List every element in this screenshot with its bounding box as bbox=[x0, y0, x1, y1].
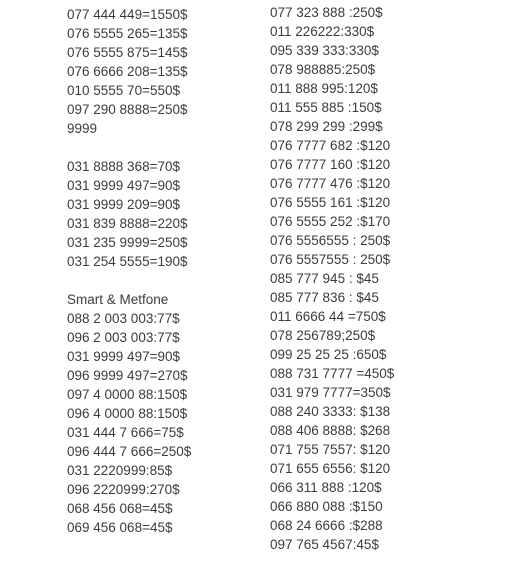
price-entry: 076 5555 265=135$ bbox=[67, 26, 188, 41]
spacer bbox=[67, 271, 204, 290]
price-entry: 069 456 068=45$ bbox=[67, 520, 173, 535]
price-entry: 097 290 8888=250$ bbox=[67, 102, 188, 117]
price-entry: 076 7777 682 :$120 bbox=[270, 138, 391, 153]
price-entry: 097 4 0000 88:150$ bbox=[67, 387, 188, 402]
price-entry: 076 6666 208=135$ bbox=[67, 64, 188, 79]
price-entry: 096 9999 497=270$ bbox=[67, 368, 188, 383]
price-entry: 099 25 25 25 :650$ bbox=[270, 347, 387, 362]
price-entry: 011 226222:330$ bbox=[270, 24, 375, 39]
price-entry: 011 555 885 :150$ bbox=[270, 100, 382, 115]
price-entry: 088 731 7777 =450$ bbox=[270, 366, 395, 381]
price-entry: 076 5555 252 :$170 bbox=[270, 214, 391, 229]
price-entry: 066 880 088 :$150 bbox=[270, 499, 383, 514]
right-price-list bbox=[270, 3, 394, 554]
price-entry: 011 888 995:120$ bbox=[270, 81, 378, 96]
price-entry: 010 5555 70=550$ bbox=[67, 83, 180, 98]
price-entry: 088 406 8888: $268 bbox=[270, 423, 391, 438]
price-entry: 088 240 3333: $138 bbox=[270, 404, 391, 419]
price-entry: 068 24 6666 :$288 bbox=[270, 518, 383, 533]
price-entry: 031 8888 368=70$ bbox=[67, 159, 180, 174]
price-entry: 9999 bbox=[67, 121, 98, 136]
price-entry: 097 765 4567:45$ bbox=[270, 537, 379, 552]
spacer bbox=[67, 138, 204, 157]
price-entry: 078 299 299 :299$ bbox=[270, 119, 383, 134]
price-entry: 096 4 0000 88:150$ bbox=[67, 406, 188, 421]
price-entry: 077 323 888 :250$ bbox=[270, 5, 383, 20]
price-entry: 076 7777 476 :$120 bbox=[270, 176, 391, 191]
price-entry: 095 339 333:330$ bbox=[270, 43, 379, 58]
price-entry: 076 5557555 : 250$ bbox=[270, 252, 391, 267]
price-entry: 076 5555 875=145$ bbox=[67, 45, 188, 60]
price-entry: 068 456 068=45$ bbox=[67, 501, 173, 516]
price-entry: 096 444 7 666=250$ bbox=[67, 444, 192, 459]
price-entry: 071 655 6556: $120 bbox=[270, 461, 391, 476]
price-entry: 096 2220999:270$ bbox=[67, 482, 180, 497]
price-entry: 031 2220999:85$ bbox=[67, 463, 173, 478]
price-entry: 071 755 7557: $120 bbox=[270, 442, 391, 457]
price-entry: 066 311 888 :120$ bbox=[270, 480, 382, 495]
price-entry: 031 839 8888=220$ bbox=[67, 216, 188, 231]
price-entry: 085 777 836 : $45 bbox=[270, 290, 379, 305]
price-entry: 076 5556555 : 250$ bbox=[270, 233, 391, 248]
price-entry: 031 9999 497=90$ bbox=[67, 349, 180, 364]
section-heading: Smart & Metfone bbox=[67, 292, 169, 307]
price-entry: 031 9999 497=90$ bbox=[67, 178, 180, 193]
price-entry: 031 979 7777=350$ bbox=[270, 385, 391, 400]
left-price-list bbox=[67, 5, 204, 537]
price-entry: 078 256789;250$ bbox=[270, 328, 376, 343]
price-entry: 096 2 003 003:77$ bbox=[67, 330, 180, 345]
price-entry: 031 235 9999=250$ bbox=[67, 235, 188, 250]
price-entry: 031 9999 209=90$ bbox=[67, 197, 180, 212]
price-entry: 077 444 449=1550$ bbox=[67, 7, 188, 22]
price-entry: 031 254 5555=190$ bbox=[67, 254, 188, 269]
price-entry: 031 444 7 666=75$ bbox=[67, 425, 184, 440]
price-entry: 011 6666 44 =750$ bbox=[270, 309, 386, 324]
price-entry: 078 988885:250$ bbox=[270, 62, 376, 77]
price-entry: 085 777 945 : $45 bbox=[270, 271, 379, 286]
price-entry: 076 7777 160 :$120 bbox=[270, 157, 391, 172]
price-entry: 076 5555 161 :$120 bbox=[270, 195, 391, 210]
price-entry: 088 2 003 003:77$ bbox=[67, 311, 180, 326]
